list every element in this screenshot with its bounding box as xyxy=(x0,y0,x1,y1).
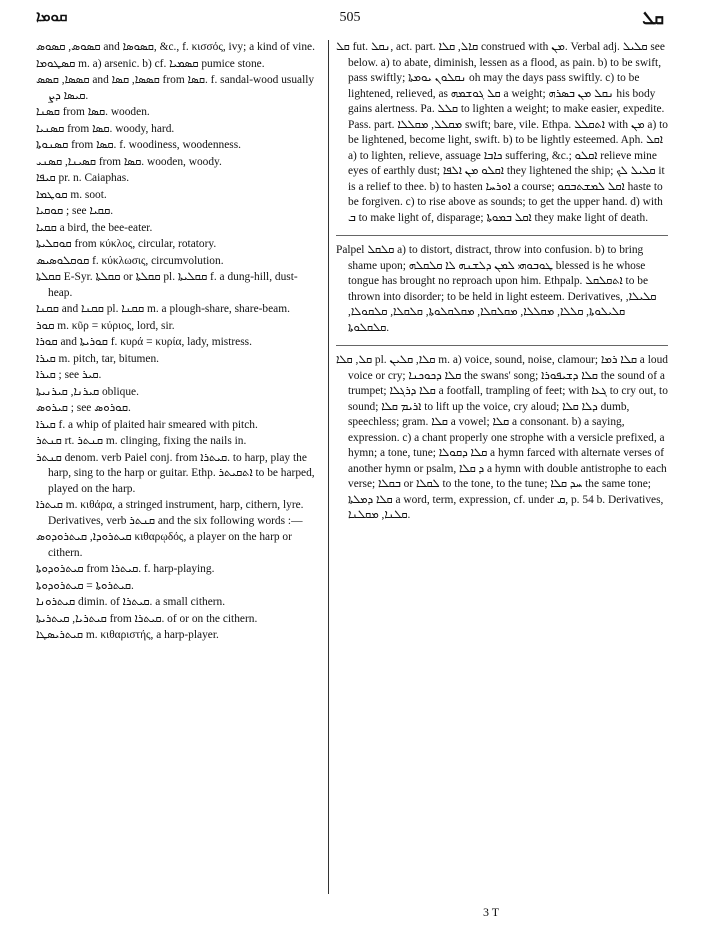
dictionary-entry: ܩܝܪܐ ; see ܩܝܪ. xyxy=(36,369,102,381)
signature-mark: 3 T xyxy=(483,905,500,919)
entry-block-qal xyxy=(336,40,668,226)
dictionary-entry: ܩܣܣܐ, ܩܣܣ and ܩܣܣܐ, ܩܣܐ from ܩܣܐ. f. sandal-wood usually ܩܝܣܐ ܕܨ. xyxy=(36,74,315,102)
dictionary-entry: ܩܝܬܪܘܢܐ dimin. of ܩܝܬܪܐ. a small cithern. xyxy=(36,596,226,608)
section-rule xyxy=(336,227,668,236)
dictionary-entry: ܩܘܩܝܐ ; see ܩܩܝܐ. xyxy=(36,205,114,217)
dictionary-entry: Palpel ܩܠܩܠ a) to distort, distract, throw into confusion. b) to bring shame upon; ܛܘܒܘܗܝ ܠܡܢ ܕܠܫܢܗ ܠܐ ܩܠܩܠܗ blessed is he whose tongue has brought no reproach upon him. Ethpalp. ܐܬܩܠܩܠ to be thrown into disorder; to be held in light esteem. Derivatives, ܩܠܝܠܐ, ܩܠܝܠܘܬܐ, ܩܠܠܐ, ܡܩܠܠܐ, ܡܩܠܩܠܐ, ܡܩܠܩܠܘܬܐ, ܩܠܩܠܐ, ܩܠܩܘܠܐ, ܩܠܩܠܘܬܐ. xyxy=(336,244,657,334)
dictionary-entry: ܩܣܛܘܡܐ m. a) arsenic. b) cf. ܩܣܡܝܐ pumice stone. xyxy=(36,57,265,70)
dictionary-entry: ܩܝܬܪܐ m. κιθάρα, a stringed instrument, harp, cithern, lyre. Derivatives, verb ܩܢܬܪ and the six following words :— xyxy=(36,499,304,527)
left-column xyxy=(36,40,319,645)
dictionary-entry: ܩܩܢܐ and ܩܩܢܐ pl. ܩܩܢܐ m. a plough-share, share-beam. xyxy=(36,303,290,315)
dictionary-entry: ܩܩܠܬܐ E-Syr. ܩܩܠܬܐ or ܩܩܠܬܐ pl. ܩܩܠܝܬܐ f. a dung-hill, dust-heap. xyxy=(36,271,298,299)
dictionary-entry: ܩܝܬܪܝܐ, ܩܝܬܪܝܬܐ from ܩܝܬܪܐ. of or on the cithern. xyxy=(36,612,258,625)
page-header xyxy=(36,8,664,36)
dictionary-entry: ܩܢܬܪ denom. verb Paiel conj. from ܩܝܬܪܐ. to harp, play the harp, sing to the harp or guitar. Ethp. ܐܬܩܝܬܪ to be harped, played on the harp. xyxy=(36,451,315,495)
dictionary-entry: ܩܘܪܐ and ܩܘܪܝܬܐ f. κυρά = κυρία, lady, mistress. xyxy=(36,336,252,348)
entry-block-qala xyxy=(336,353,668,524)
dictionary-entry: ܩܝܦܐ pr. n. Caiaphas. xyxy=(36,172,130,184)
dictionary-entry: ܩܝܬܪܘܕܘܬܐ from ܩܝܬܪܐ. f. harp-playing. xyxy=(36,563,215,575)
dictionary-entry: ܩܝܬܪܘܕܐ, ܩܝܬܪܘܕܘܣ κιθαρῳδός, a player on the harp or cithern. xyxy=(36,531,292,559)
dictionary-entry: ܩܠ, ܩܠܐ pl. ܩܠܐ, ܩܠܝܢ m. a) voice, sound, noise, clamour; ܩܠܐ ܪܡܐ a loud voice or cry; ܩܠܐ ܕܟܘܟܢܐ the swans' song; ܩܠܐ ܕܫܝܦܘܪܐ the sound of a trumpet; ܩܠܐ ܕܪܓܠܐ a footfall, trampling of feet; with ܓܥܐ to cry out, to sound; ܐܪܝܡ ܩܠܐ to lift up the voice, cry aloud; ܕܠܐ ܩܠܐ dumb, speechless; gram. ܩܠܐ a vowel; ܩܠܐ a consonant. b) a saying, expression. c) a chant properly one strophe with a versicle prefixed, a hymn; a tone, tune; ܩܠܐ ܕܩܘܠܐ a hymn farced with alternate verses of another hymn or psalm, ܕ ܩܠܐ a hymn with double antistrophe to each verse; ܒܩܠܐ or ܠܩܠܐ to the tone, to the tune; ܚܕ ܩܠܐ the same tone; ܩܠܐ ܕܡܠܬܐ a word, term, expression, cf. under ܩ, p. 54 b. Derivatives, ܩܠܢܐ, ܡܩܠܢܐ. xyxy=(336,354,668,521)
dictionary-entry: ܩܣܘܣ, ܩܣܘܣ and ܩܣܘܣܐ, &c., f. κισσός, ivy; a kind of vine. xyxy=(36,41,315,53)
dictionary-entry: ܩܘܩܠܝܬܐ from κύκλος, circular, rotatory. xyxy=(36,238,217,250)
dictionary-entry: ܩܠ fut. ܢܩܠ, act. part. ܩܐܠ, ܩܠܐ construed with ܡܢ. Verbal adj. ܩܠܝܠ see below. a) to abate, diminish, lessen as a flood, as pain. b) to be swift, pass swiftly; ܢܩܠܘܢ ܝܘܡܬܐ oh may the days pass swiftly. c) to be lightened, relieved, as ܩܠ ܓܘܫܡܗ a weight; ܢܩܠ ܡܢ ܒܣܪܗ his body gains alertness. Pa. ܩܠܠ to lighten a weight; to make easier, expedite. Pass. part. ܡܩܠܠ, ܡܩܠܠܐ swift; bare, vile. Ethpa. ܐܬܩܠܠ with ܡܢ a) to be lightened, become light, swift. b) to be lightly esteemed. Aph. ܐܩܠ a) to lighten, relieve, assuage ܟܐܒܐ suffering, &c.; ܐܩܠܘ relieve mine eyes of earthly dust; ܐܩܠܘ ܡܢ ܐܠܦܐ they lightened the ship; ܩܠܝܠ ܠܟ it is a relief to thee. b) to hasten ܐܘܪܚܐ a course; ܐܩܠ ܠܡܫܬܒܩܘ haste to be forgiven. c) to rise above as sounds; to get the upper hand. d) with ܒ to make light of, disparage; ܐܩܠ ܒܡܘܬܐ they make light of death. xyxy=(336,41,668,224)
dictionary-entry: ܩܢܬܪ rt. ܩܢܬܪ m. clinging, fixing the nails in. xyxy=(36,435,247,447)
dictionary-entry: ܩܣܢܝܐ from ܩܣܐ. woody, hard. xyxy=(36,122,175,135)
dictionary-entry: ܩܣܢܘܬܐ from ܩܣܐ. f. woodiness, woodenness. xyxy=(36,139,241,151)
header-right-word: ܩܠ xyxy=(642,8,664,28)
dictionary-entry: ܩܝܬܪܘܬܐ = ܩܝܬܪܘܕܘܬܐ. xyxy=(36,579,134,592)
dictionary-entry: ܩܝܪܐ m. pitch, tar, bitumen. xyxy=(36,352,160,365)
page-number: 505 xyxy=(339,10,361,25)
dictionary-entry: ܩܩܝܐ a bird, the bee-eater. xyxy=(36,221,153,234)
entry-block-palpel xyxy=(336,243,668,336)
section-rule xyxy=(336,337,668,346)
header-left-word: ܩܘܡܐ xyxy=(36,9,68,25)
dictionary-entry: ܩܝܪܘܣ ; see ܩܘܪܘܣ. xyxy=(36,402,131,414)
dictionary-entry: ܩܣܝܢܐ, ܩܣܢܝ from ܩܣܐ. wooden, woody. xyxy=(36,155,222,168)
dictionary-entry: ܩܘܪ m. κῦρ = κύριος, lord, sir. xyxy=(36,319,175,332)
dictionary-entry: ܩܝܪܐ f. a whip of plaited hair smeared with pitch. xyxy=(36,418,258,431)
dictionary-entry: ܩܘܛܡܐ m. soot. xyxy=(36,188,107,201)
right-column xyxy=(336,40,668,525)
dictionary-entry: ܩܣܢܐ from ܩܣܐ. wooden. xyxy=(36,106,150,118)
dictionary-entry: ܩܝܬܪܝܣܛܐ m. κιθαριστής, a harp-player. xyxy=(36,629,219,641)
dictionary-entry: ܩܝܪܢܐ, ܩܝܪܢܝܬܐ oblique. xyxy=(36,385,139,398)
column-divider xyxy=(328,40,329,894)
dictionary-entry: ܩܘܩܠܘܣܝܣ f. κύκλωσις, circumvolution. xyxy=(36,254,224,267)
